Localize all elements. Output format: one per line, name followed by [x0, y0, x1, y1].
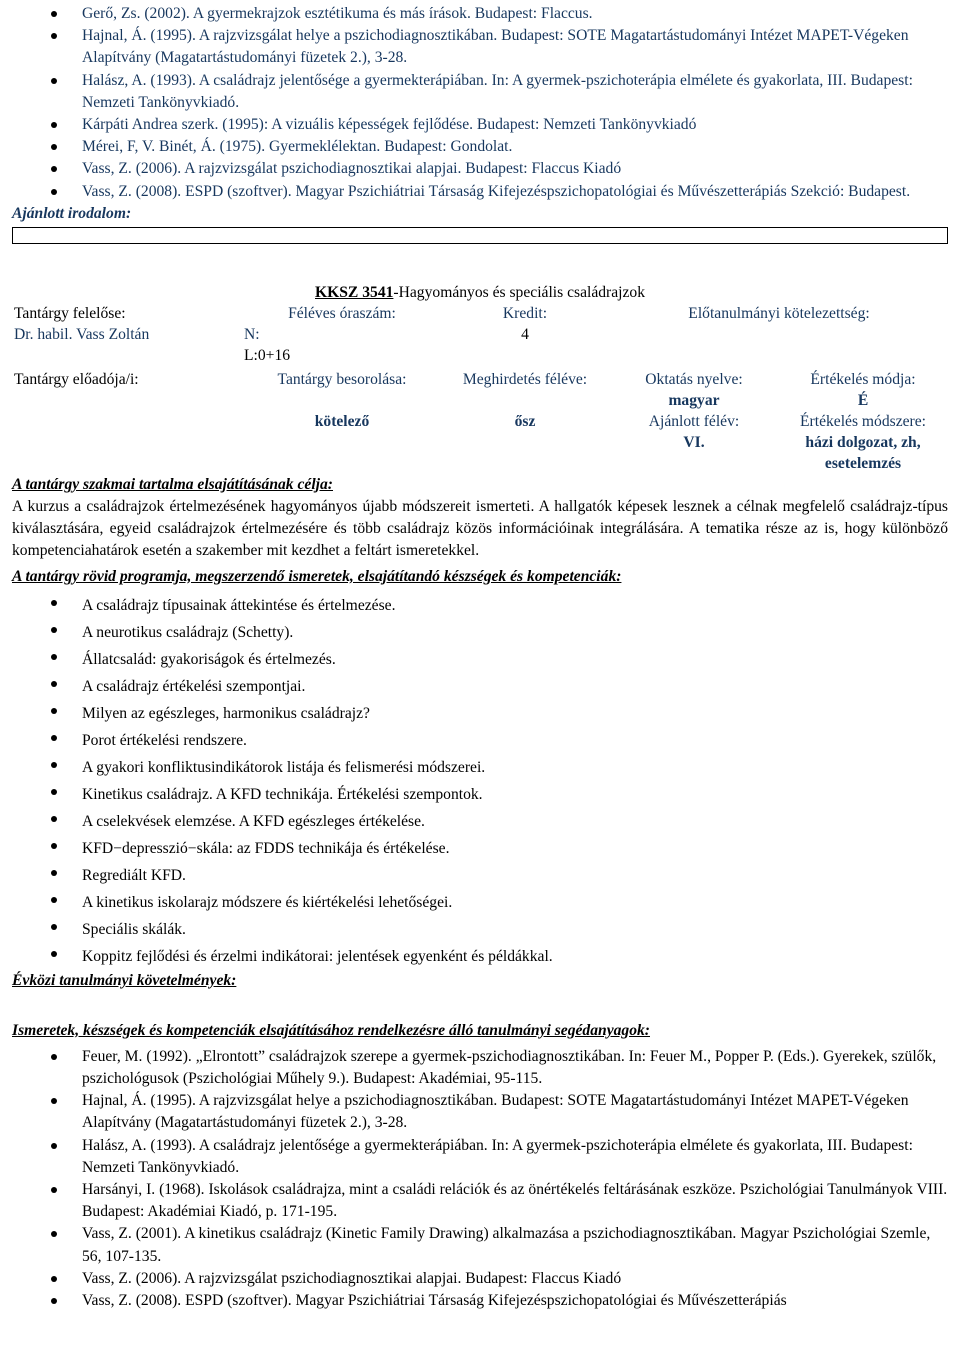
elotanulmanyi-label: Előtanulmányi kötelezettség: [688, 304, 870, 322]
program-item: A neurotikus családrajz (Schetty). [12, 619, 948, 646]
program-item: A családrajz értékelési szempontjai. [12, 673, 948, 700]
oraszam-n: N: [244, 325, 260, 343]
eloadoja-label: Tantárgy előadója/i: [14, 370, 139, 388]
course-info-table [12, 282, 948, 474]
program-item: Kinetikus családrajz. A KFD technikája. Értékelési szempontok. [12, 781, 948, 808]
ertekeles-modszere-value: házi dolgozat, zh, esetelemzés [805, 433, 921, 472]
besorolas-label: Tantárgy besorolása: [277, 370, 407, 388]
felelos-label: Tantárgy felelőse: [14, 304, 126, 322]
kredit-value: 4 [521, 325, 529, 343]
program-item: Koppitz fejlődési és érzelmi indikátorai: jelentések egyenként és példákkal. [12, 943, 948, 970]
nyelv-value: magyar [668, 391, 720, 409]
besorolas-value: kötelező [314, 412, 370, 430]
reference-item: Halász, A. (1993). A családrajz jelentősége a gyermekterápiában. In: A gyermek-pszichoterápia elmélete és gyakorlata, III. Budapest: Nemzeti Tankönyvkiadó. [12, 1135, 948, 1179]
program-item: Porot értékelési rendszere. [12, 727, 948, 754]
ajanlott-felev-value: VI. [683, 433, 705, 451]
program-item: Állatcsalád: gyakoriságok és értelmezés. [12, 646, 948, 673]
program-heading: A tantárgy rövid programja, megszerzendő ismeretek, elsajátítandó készségek és kompetenciák: [12, 567, 622, 585]
oraszam-label: Féléves óraszám: [288, 304, 396, 322]
reference-item: Kárpáti Andrea szerk. (1995): A vizuális képességek fejlődése. Budapest: Nemzeti Tankönyvkiadó [12, 114, 948, 136]
ajanlott-irodalom-box [12, 227, 948, 244]
reference-item: Halász, A. (1993). A családrajz jelentősége a gyermekterápiában. In: A gyermek-pszichoterápia elmélete és gyakorlata, III. Budapest: Nemzeti Tankönyvkiadó. [12, 70, 948, 114]
ertekeles-mod-value: É [857, 391, 869, 409]
reference-item: Vass, Z. (2006). A rajzvizsgálat pszichodiagnosztikai alapjai. Budapest: Flaccus Kiadó [12, 158, 948, 180]
program-item: A kinetikus iskolarajz módszere és kiértékelési lehetőségei. [12, 889, 948, 916]
reference-item: Vass, Z. (2008). ESPD (szoftver). Magyar Pszichiátriai Társaság Kifejezéspszichopatológiai és Művészetterápiás [12, 1290, 948, 1312]
program-item: A gyakori konfliktusindikátorok listája és felismerési módszerei. [12, 754, 948, 781]
oraszam-l: L:0+16 [244, 346, 291, 364]
cel-heading: A tantárgy szakmai tartalma elsajátításának célja: [12, 475, 333, 493]
program-item: A cselekvések elemzése. A KFD egészleges értékelése. [12, 808, 948, 835]
ertekeles-modszere-label: Értékelés módszere: [800, 412, 927, 430]
reference-item: Vass, Z. (2008). ESPD (szoftver). Magyar Pszichiátriai Társaság Kifejezéspszichopatológiai és Művészetterápiás Szekció: Budapest. [12, 181, 948, 203]
bottom-reference-list [12, 1046, 948, 1312]
program-item: Milyen az egészleges, harmonikus családrajz? [12, 700, 948, 727]
document-page [12, 0, 948, 1312]
meghirdetes-label: Meghirdetés féléve: [462, 370, 588, 388]
reference-item: Vass, Z. (2001). A kinetikus családrajz (Kinetic Family Drawing) alkalmazása a pszichodiagnosztikában. Magyar Pszichológiai Szemle, 56, 107-135. [12, 1223, 948, 1267]
reference-item: Hajnal, Á. (1995). A rajzvizsgálat helye a pszichodiagnosztikában. Budapest: SOTE Magatartástudományi Intézet MAPET-Végeken Alapítvány (Magatartástudományi füzetek 2.), 3-28. [12, 25, 948, 69]
program-list [12, 592, 948, 970]
program-item: Regrediált KFD. [12, 862, 948, 889]
top-reference-list [12, 3, 948, 203]
meghirdetes-value: ősz [514, 412, 536, 430]
cel-text: A kurzus a családrajzok értelmezésének hagyományos újabb módszereit ismerteti. A hallgatók képesek lesznek a célnak megfelelő családrajz-típus kiválasztására, egyeid családrajzok értelmezésére és több családrajz közös információinak integrálására. A tematika része az is, hogy különböző kompetenciahatárok esetén a szakember mit kezdhet a feltárt ismeretekkel. [12, 497, 948, 559]
reference-item: Hajnal, Á. (1995). A rajzvizsgálat helye a pszichodiagnosztikában. Budapest: SOTE Magatartástudományi Intézet MAPET-Végeken Alapítvány (Magatartástudományi füzetek 2.), 3-28. [12, 1090, 948, 1134]
evkozi-heading: Évközi tanulmányi követelmények: [12, 971, 237, 989]
reference-item: Gerő, Zs. (2002). A gyermekrajzok esztétikuma és más írások. Budapest: Flaccus. [12, 3, 948, 25]
program-item: Speciális skálák. [12, 916, 948, 943]
reference-item: Mérei, F, V. Binét, Á. (1975). Gyermeklélektan. Budapest: Gondolat. [12, 136, 948, 158]
reference-item: Harsányi, I. (1968). Iskolások családrajza, mint a családi relációk és az önértékelés feltárásának eszköze. Pszichológiai Tanulmányok VIII. Budapest: Akadémiai Kiadó, p. 171-195. [12, 1179, 948, 1223]
reference-item: Vass, Z. (2006). A rajzvizsgálat pszichodiagnosztikai alapjai. Budapest: Flaccus Kiadó [12, 1268, 948, 1290]
ertekeles-mod-label: Értékelés módja: [810, 370, 916, 388]
ajanlott-irodalom-heading: Ajánlott irodalom: [12, 204, 132, 222]
reference-item: Feuer, M. (1992). „Elrontott” családrajzok szerepe a gyermek-pszichodiagnosztikában. In: Feuer M., Popper P. (Eds.). Gyerekek, szülők, pszichológusok (Pszichológiai Műhely 9.). Budapest: Akadémiai, 95-115. [12, 1046, 948, 1090]
program-item: A családrajz típusainak áttekintése és értelmezése. [12, 592, 948, 619]
felelos-value: Dr. habil. Vass Zoltán [14, 325, 150, 343]
nyelv-label: Oktatás nyelve: [645, 370, 743, 388]
program-item: KFD−depresszió−skála: az FDDS technikája és értékelése. [12, 835, 948, 862]
course-title: KKSZ 3541-Hagyományos és speciális családrajzok [315, 283, 646, 301]
kredit-label: Kredit: [502, 304, 548, 322]
ajanlott-felev-label: Ajánlott félév: [648, 412, 740, 430]
segedanyag-heading: Ismeretek, készségek és kompetenciák elsajátításához rendelkezésre álló tanulmányi segédanyagok: [12, 1021, 650, 1039]
